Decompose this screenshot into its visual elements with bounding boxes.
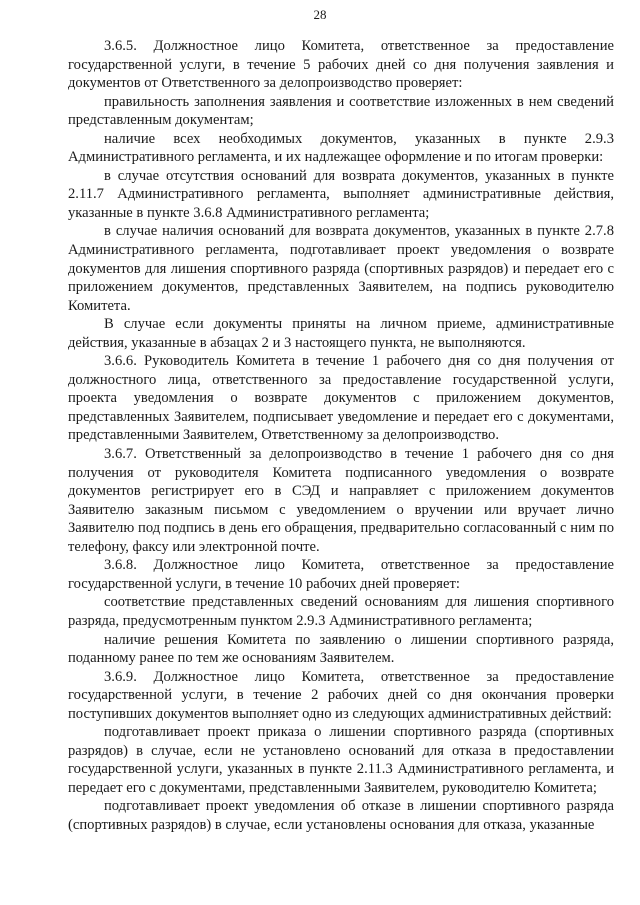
paragraph-prepare-refusal: подготавливает проект уведомления об отказе в лишении спортивного разряда (спортивных разрядов) в случае, если установлены основания для отказа, указанные <box>68 798 614 833</box>
paragraph-3-6-8: 3.6.8. Должностное лицо Комитета, ответственное за предоставление государственной услуги, в течение 10 рабочих дней проверяет: <box>68 557 614 592</box>
paragraph-no-return-grounds: в случае отсутствия оснований для возврата документов, указанных в пункте 2.11.7 Административного регламента, выполняет административные действия, указанные в пункте 3.6.8 Административного регламента; <box>68 167 614 221</box>
paragraph-check-application: правильность заполнения заявления и соответствие изложенных в нем сведений представленным документам; <box>68 93 614 129</box>
paragraph-check-prior-decision: наличие решения Комитета по заявлению о лишении спортивного разряда, поданному ранее по тем же основаниям Заявителем. <box>68 631 614 667</box>
page-number: 28 <box>313 7 327 22</box>
paragraph-3-6-7: 3.6.7. Ответственный за делопроизводство в течение 1 рабочего дня со дня получения от руководителя Комитета подписанного уведомления о возврате документов регистрирует его в СЭД и направляет с приложением документов Заявителю заказным письмом с уведомлением о вручении или вручает лично Заявителю под подпись в день его обращения, предварительно согласованный с ним по телефону, факсу или электронной почте. <box>68 446 614 555</box>
paragraph-personal-reception: В случае если документы приняты на личном приеме, административные действия, указанные в абзацах 2 и 3 настоящего пункта, не выполняются. <box>68 316 614 351</box>
paragraph-prepare-order: подготавливает проект приказа о лишении спортивного разряда (спортивных разрядов) в случае, если не установлено оснований для отказа в предоставлении государственной услуги, указанных в пункте 2.11.3 Административного регламента, и передает его с документами, представленными Заявителем, руководителю Комитета; <box>68 724 614 796</box>
paragraph-3-6-5: 3.6.5. Должностное лицо Комитета, ответственное за предоставление государственной услуги, в течение 5 рабочих дней со дня получения заявления и документов от Ответственного за делопроизводство проверяет: <box>68 38 614 92</box>
paragraph-3-6-6: 3.6.6. Руководитель Комитета в течение 1 рабочего дня со дня получения от должностного лица, ответственного за предоставление государственной услуги, проекта уведомления о возврате документов с приложением документов, представленных Заявителем, подписывает уведомление и передает его с документами, представленными Заявителем, Ответственному за делопроизводство. <box>68 353 614 444</box>
paragraph-check-documents: наличие всех необходимых документов, указанных в пункте 2.9.3 Административного регламента, и их надлежащее оформление и по итогам проверки: <box>68 130 614 166</box>
paragraph-check-grounds: соответствие представленных сведений основаниям для лишения спортивного разряда, предусмотренным пунктом 2.9.3 Административного регламента; <box>68 594 614 629</box>
document-body <box>68 37 614 835</box>
paragraph-3-6-9: 3.6.9. Должностное лицо Комитета, ответственное за предоставление государственной услуги, в течение 2 рабочих дней со дня окончания проверки поступивших документов выполняет одно из следующих административных действий: <box>68 668 614 722</box>
paragraph-return-grounds: в случае наличия оснований для возврата документов, указанных в пункте 2.7.8 Административного регламента, подготавливает проект уведомления о возврате документов для лишения спортивного разряда (спортивных разрядов) и передает его с приложением документов, представленных Заявителем, на подпись руководителю Комитета. <box>68 223 614 314</box>
